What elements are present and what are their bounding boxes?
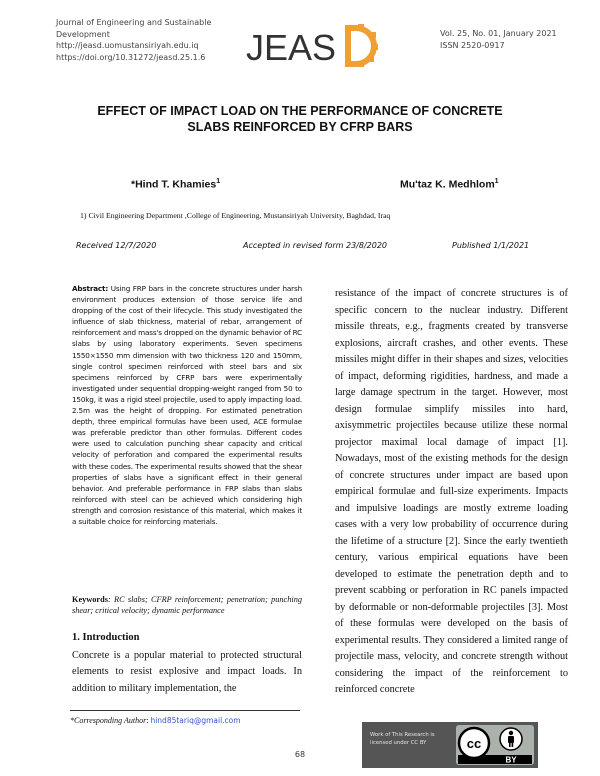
abstract-text: Using FRP bars in the concrete structures under harsh environment produces extension of those service life and dropping of the cost of their lifecycle. This study investigated the influence of slab thickness, material of rebar, arrangement of reinforcement and mass's dropped on the dynamic behavior of RC slabs by using laboratory experiments. Seven specimens 1550×1550 mm dimension with two thickness 120 and 150mm, single control specimen reinforced with steel bars and six specimens reinforced by CFRP bars were experimentally investigated under sequential dropping-weight ranged from 50 to 150kg, it was a rigid steel projectile, used to apply impacting load. 2.5m was the height of dropping. For estimated penetration depth, three empirical formulas have been used, ACE formulae was preferable predictor than other formulas. Different codes were used to calculation punching shear capacity and critical velocity of perforation and compared the experimental results with these codes. The experimental results showed that the shear properties of slabs have a significant effect in their general behavior. And preferable performance in FRP slabs than slabs reinforced with steel can be achieved which considering high strength and corrosion resistance of this material, which makes it a suitable choice for reinforcing materials. [72,284,302,526]
keywords [72,594,302,616]
intro-right-text: resistance of the impact of concrete structures is of specific concern to the nuclear industry. Different missile threats, e.g., fragments created by transverse explosions, aircraft crashes, and other events. These missiles might differ in their shapes and sizes, velocities of impact, deforming rigidities, hardness, and made a large damage spectrum in the target. However, most design formulae simplify missiles into hard, axisymmetric projectiles because utilize these normal projector maximal local damage of impact [1]. Nowadays, most of the existing methods for the design of concrete structures under impact are based upon empirical formulae and full-size experiments. Impacts and impulsive loadings are mostly extreme loading cases with a very low probability of occurrence during the lifetime of a structure [2]. Since the early twentieth century, various empirical equations have been developed to estimate the penetration depth and to prevent scabbing or perforation in RC panels impacted by deformable or non-deformable projectiles [3]. Most of these formulas were developed on the basis of experimental results. They considered a limited range of projectile mass, velocity, and concrete strength without considering the impact of the reinforcement to reinforced concrete [335,288,568,695]
author-1-sup: 1 [216,178,221,185]
paper-title [60,103,540,135]
logo-gear-icon [348,24,378,67]
corr-sep: : [146,716,151,725]
journal-url[interactable]: http://jeasd.uomustansiriyah.edu.iq [56,41,199,50]
cc-label: cc [466,736,482,751]
person-icon [500,728,522,750]
author-1-prefix: * [131,178,136,191]
jeasd-logo [244,18,384,68]
corr-label: *Corresponding Author [70,716,147,725]
author-email-link[interactable]: hind85tariq@gmail.com [150,716,241,725]
keywords-label: Keywords [72,595,108,604]
issue-info [440,28,557,51]
abstract-label: Abstract: [72,284,109,293]
section-heading: 1. Introduction [72,632,140,643]
license-text: Work of This Research is licensed under CC BY [370,732,435,746]
logo-text: JEAS [246,27,337,68]
published-date: Published 1/1/2021 [452,241,530,250]
intro-left-text: Concrete is a popular material to protected structural elements to resist explosive and impact loads. In addition to military implementation, the [72,650,302,694]
volume-info: Vol. 25, No. 01, January 2021 [440,29,557,38]
keywords-text: : RC slabs; CFRP reinforcement; penetration; punching shear; critical velocity; dynamic performance [72,595,302,615]
page-number: 68 [294,750,306,759]
author-1 [131,178,220,191]
author-1-name: Hind T. Khamies [135,178,217,191]
journal-doi[interactable]: https://doi.org/10.31272/jeasd.25.1.6 [56,52,206,62]
cc-by-badge[interactable] [456,725,534,765]
journal-name-line1: Journal of Engineering and Sustainable [56,18,212,27]
footnote-divider [70,710,300,711]
corresponding-author [70,716,241,725]
abstract [72,283,302,527]
journal-name-line2: Development [56,29,110,39]
received-date: Received 12/7/2020 [76,241,157,250]
affiliation: 1) Civil Engineering Department ,College of Engineering, Mustansiriyah University, Baghdad, Iraq [80,211,391,220]
issn-info: ISSN 2520-0917 [440,40,505,50]
cc-icon [459,728,489,758]
author-2 [400,178,499,191]
title-line2: SLABS REINFORCED BY CFRP BARS [187,120,413,134]
title-line1: EFFECT OF IMPACT LOAD ON THE PERFORMANCE OF CONCRETE [97,104,503,118]
author-2-name: Mu'taz K. Medhlom [400,178,495,191]
accepted-date: Accepted in revised form 23/8/2020 [243,241,388,250]
author-2-sup: 1 [494,178,499,185]
journal-info [56,17,231,63]
by-label: BY [505,755,517,765]
